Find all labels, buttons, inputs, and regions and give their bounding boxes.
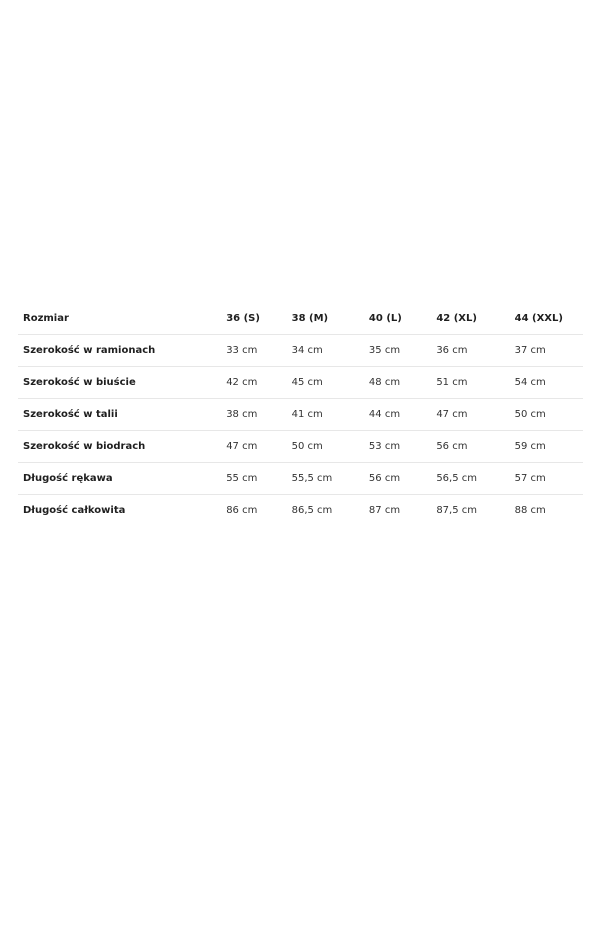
header-size-s: 36 (S): [226, 313, 260, 324]
table-cell: 88 cm: [514, 505, 546, 516]
table-header-row: [18, 303, 583, 335]
row-label: Szerokość w biodrach: [23, 441, 146, 452]
header-label: Rozmiar: [23, 313, 69, 324]
header-size-xxl: 44 (XXL): [514, 313, 563, 324]
table-cell: 59 cm: [514, 441, 546, 452]
table-cell: 42 cm: [226, 377, 258, 388]
row-label: Szerokość w talii: [23, 409, 118, 420]
table-cell: 87 cm: [368, 505, 401, 516]
table-cell: 51 cm: [436, 377, 468, 388]
table-cell: 44 cm: [368, 409, 401, 420]
header-size-m: 38 (M): [291, 313, 329, 324]
table-row: [18, 431, 583, 463]
table-cell: 38 cm: [226, 409, 258, 420]
table-cell: 56 cm: [368, 473, 401, 484]
table-cell: 50 cm: [291, 441, 323, 452]
table-cell: 37 cm: [514, 345, 546, 356]
table-row: [18, 495, 583, 526]
table-cell: 87,5 cm: [436, 505, 477, 516]
table-cell: 56 cm: [436, 441, 468, 452]
header-size-xl: 42 (XL): [436, 313, 477, 324]
table-cell: 47 cm: [226, 441, 258, 452]
table-cell: 48 cm: [368, 377, 401, 388]
table-cell: 54 cm: [514, 377, 546, 388]
row-label: Szerokość w biuście: [23, 377, 136, 388]
header-size-l: 40 (L): [368, 313, 402, 324]
row-label: Długość całkowita: [23, 505, 126, 516]
row-label: Długość rękawa: [23, 473, 113, 484]
table-cell: 56,5 cm: [436, 473, 477, 484]
table-cell: 45 cm: [291, 377, 323, 388]
table-row: [18, 335, 583, 367]
table-cell: 57 cm: [514, 473, 546, 484]
table-cell: 35 cm: [368, 345, 401, 356]
table-cell: 33 cm: [226, 345, 258, 356]
table-row: [18, 463, 583, 495]
table-row: [18, 367, 583, 399]
table-cell: 55,5 cm: [291, 473, 333, 484]
table-cell: 50 cm: [514, 409, 546, 420]
table-cell: 86,5 cm: [291, 505, 333, 516]
table-cell: 86 cm: [226, 505, 258, 516]
table-cell: 53 cm: [368, 441, 401, 452]
table-cell: 47 cm: [436, 409, 468, 420]
size-chart-table: [18, 303, 583, 526]
table-cell: 41 cm: [291, 409, 323, 420]
table-cell: 34 cm: [291, 345, 323, 356]
table-cell: 55 cm: [226, 473, 258, 484]
table-row: [18, 399, 583, 431]
table-cell: 36 cm: [436, 345, 468, 356]
row-label: Szerokość w ramionach: [23, 345, 156, 356]
